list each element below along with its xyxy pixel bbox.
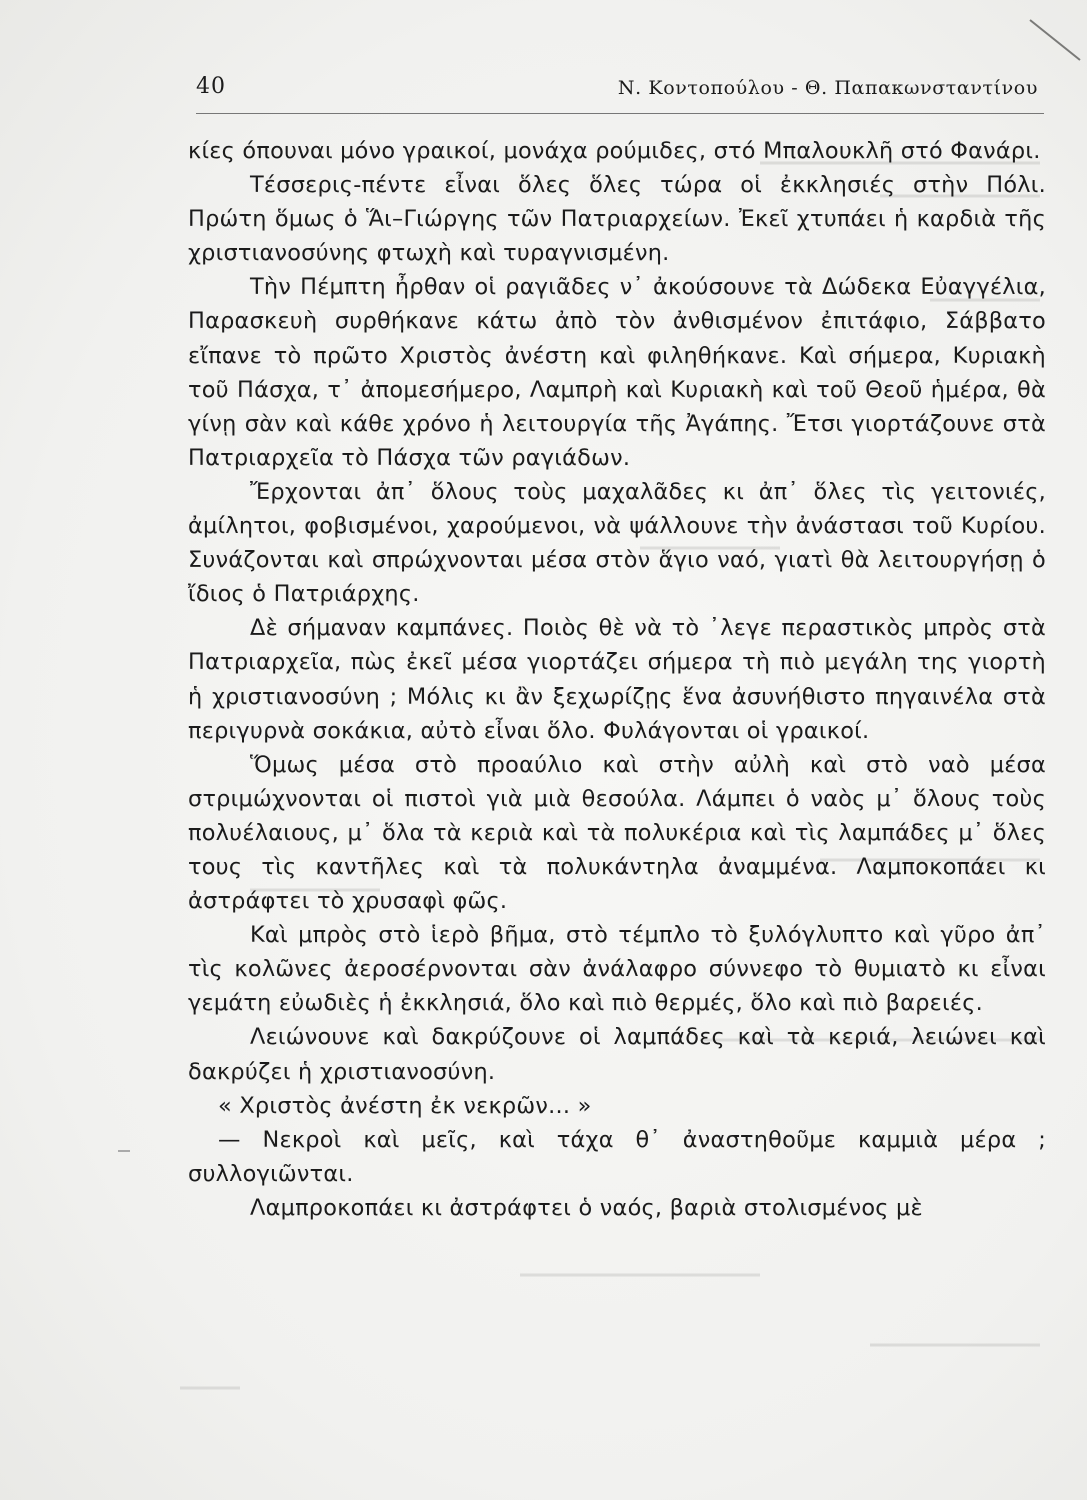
running-head: Ν. Κοντοπούλου - Θ. Παπακωνσταντίνου	[617, 77, 1038, 99]
page-header	[196, 74, 1042, 114]
paragraph: Λειώνουνε καὶ δακρύζουνε οἱ λαμπάδες καὶ τὰ κεριά, λειώνει καὶ δακρύζει ἡ χριστιανοσύνη.	[188, 1024, 1046, 1085]
paragraph: κίες όπουναι μόνο γραικοί, μονάχα ρούμιδες, στό Μπαλουκλῆ στό Φανάρι.	[188, 138, 1041, 164]
paragraph: Τὴν Πέμπτη ἦρθαν οἱ ραγιᾶδες ν᾽ ἀκούσουνε τὰ Δώδεκα Εὐαγγέλια, Παρασκευὴ συρθήκανε κάτω ἀπὸ τὸν ἀνθισμένον ἐπιτάφιο, Σάββατο εἴπανε τὸ πρῶτο Χριστὸς ἀνέστη καὶ φιληθήκανε. Καὶ σήμερα, Κυριακὴ τοῦ Πάσχα, τ᾽ ἀπομεσήμερο, Λαμπρὴ καὶ Κυριακὴ καὶ τοῦ Θεοῦ ἡμέρα, θὰ γίνῃ σὰν καὶ κάθε χρόνο ἡ λειτουργία τῆς Ἀγάπης. Ἔτσι γιορτάζουνε στὰ Πατριαρχεῖα τὸ Πάσχα τῶν ραγιάδων.	[188, 274, 1046, 471]
header-rule	[196, 113, 1044, 114]
paragraph: Λαμπροκοπάει κι ἀστράφτει ὁ ναός, βαριὰ στολισμένος μὲ	[250, 1194, 923, 1221]
paragraph: Ὅμως μέσα στὸ προαύλιο καὶ στὴν αὐλὴ καὶ στὸ ναὸ μέσα στριμώχνονται οἱ πιστοὶ γιὰ μιὰ θεσούλα. Λάμπει ὁ ναὸς μ᾽ ὅλους τοὺς πολυέλαιους, μ᾽ ὅλα τὰ κεριὰ καὶ τὰ πολυκέρια καὶ τὶς λαμπάδες μ᾽ ὅλες τους τὶς καντῆλες καὶ τὰ πολυκάντηλα ἀναμμένα. Λαμποκοπάει κι ἀστράφτει τὸ χρυσαφὶ φῶς.	[188, 751, 1046, 915]
paragraph: Καὶ μπρὸς στὸ ἱερὸ βῆμα, στὸ τέμπλο τὸ ξυλόγλυπτο καὶ γῦρο ἀπ᾽ τὶς κολῶνες ἀεροσέρνονται σὰν ἀνάλαφρο σύννεφο τὸ θυμιατὸ κι εἶναι γεμάτη εὐωδιὲς ἡ ἐκκλησιά, ὅλο καὶ πιὸ θερμές, ὅλο καὶ πιὸ βαρειές.	[188, 922, 1046, 1017]
quotation: « Χριστὸς ἀνέστη ἐκ νεκρῶν... »	[218, 1092, 592, 1119]
dialogue-line: — Νεκροὶ καὶ μεῖς, καὶ τάχα θ᾽ ἀναστηθοῦμε καμμιὰ μέρα ; συλλογιῶνται.	[188, 1126, 1046, 1187]
page-number: 40	[196, 74, 226, 99]
corner-mark	[1030, 20, 1080, 60]
paragraph: Δὲ σήμαναν καμπάνες. Ποιὸς θὲ νὰ τὸ ᾽λεγε περαστικὸς μπρὸς στὰ Πατριαρχεῖα, πὼς ἐκεῖ μέσα γιορτάζει σήμερα τὴ πιὸ μεγάλη της γιορτὴ ἡ χριστιανοσύνη ; Μόλις κι ἂν ξεχωρίζῃς ἕνα ἀσυνήθιστο πηγαινέλα στὰ περιγυρνὰ σοκάκια, αὐτὸ εἶναι ὅλο. Φυλάγονται οἱ γραικοί.	[188, 615, 1046, 744]
paragraph: Τέσσερις-πέντε εἶναι ὅλες ὅλες τώρα οἱ ἐκκλησιές στὴν Πόλι. Πρώτη ὅμως ὁ Ἅι–Γιώργης τῶν Πατριαρχείων. Ἐκεῖ χτυπάει ἡ καρδιὰ τῆς χριστιανοσύνης φτωχὴ καὶ τυραγνισμένη.	[188, 172, 1046, 267]
paragraph: Ἔρχονται ἀπ᾽ ὅλους τοὺς μαχαλᾶδες κι ἀπ᾽ ὅλες τὶς γειτονιές, ἀμίλητοι, φοβισμένοι, χαρούμενοι, νὰ ψάλλουνε τὴν ἀνάστασι τοῦ Κυρίου. Συνάζονται καὶ σπρώχνονται μέσα στὸν ἅγιο ναό, γιατὶ θὰ λειτουργήσῃ ὁ ἴδιος ὁ Πατριάρχης.	[188, 478, 1046, 608]
body-text	[188, 134, 1046, 1225]
